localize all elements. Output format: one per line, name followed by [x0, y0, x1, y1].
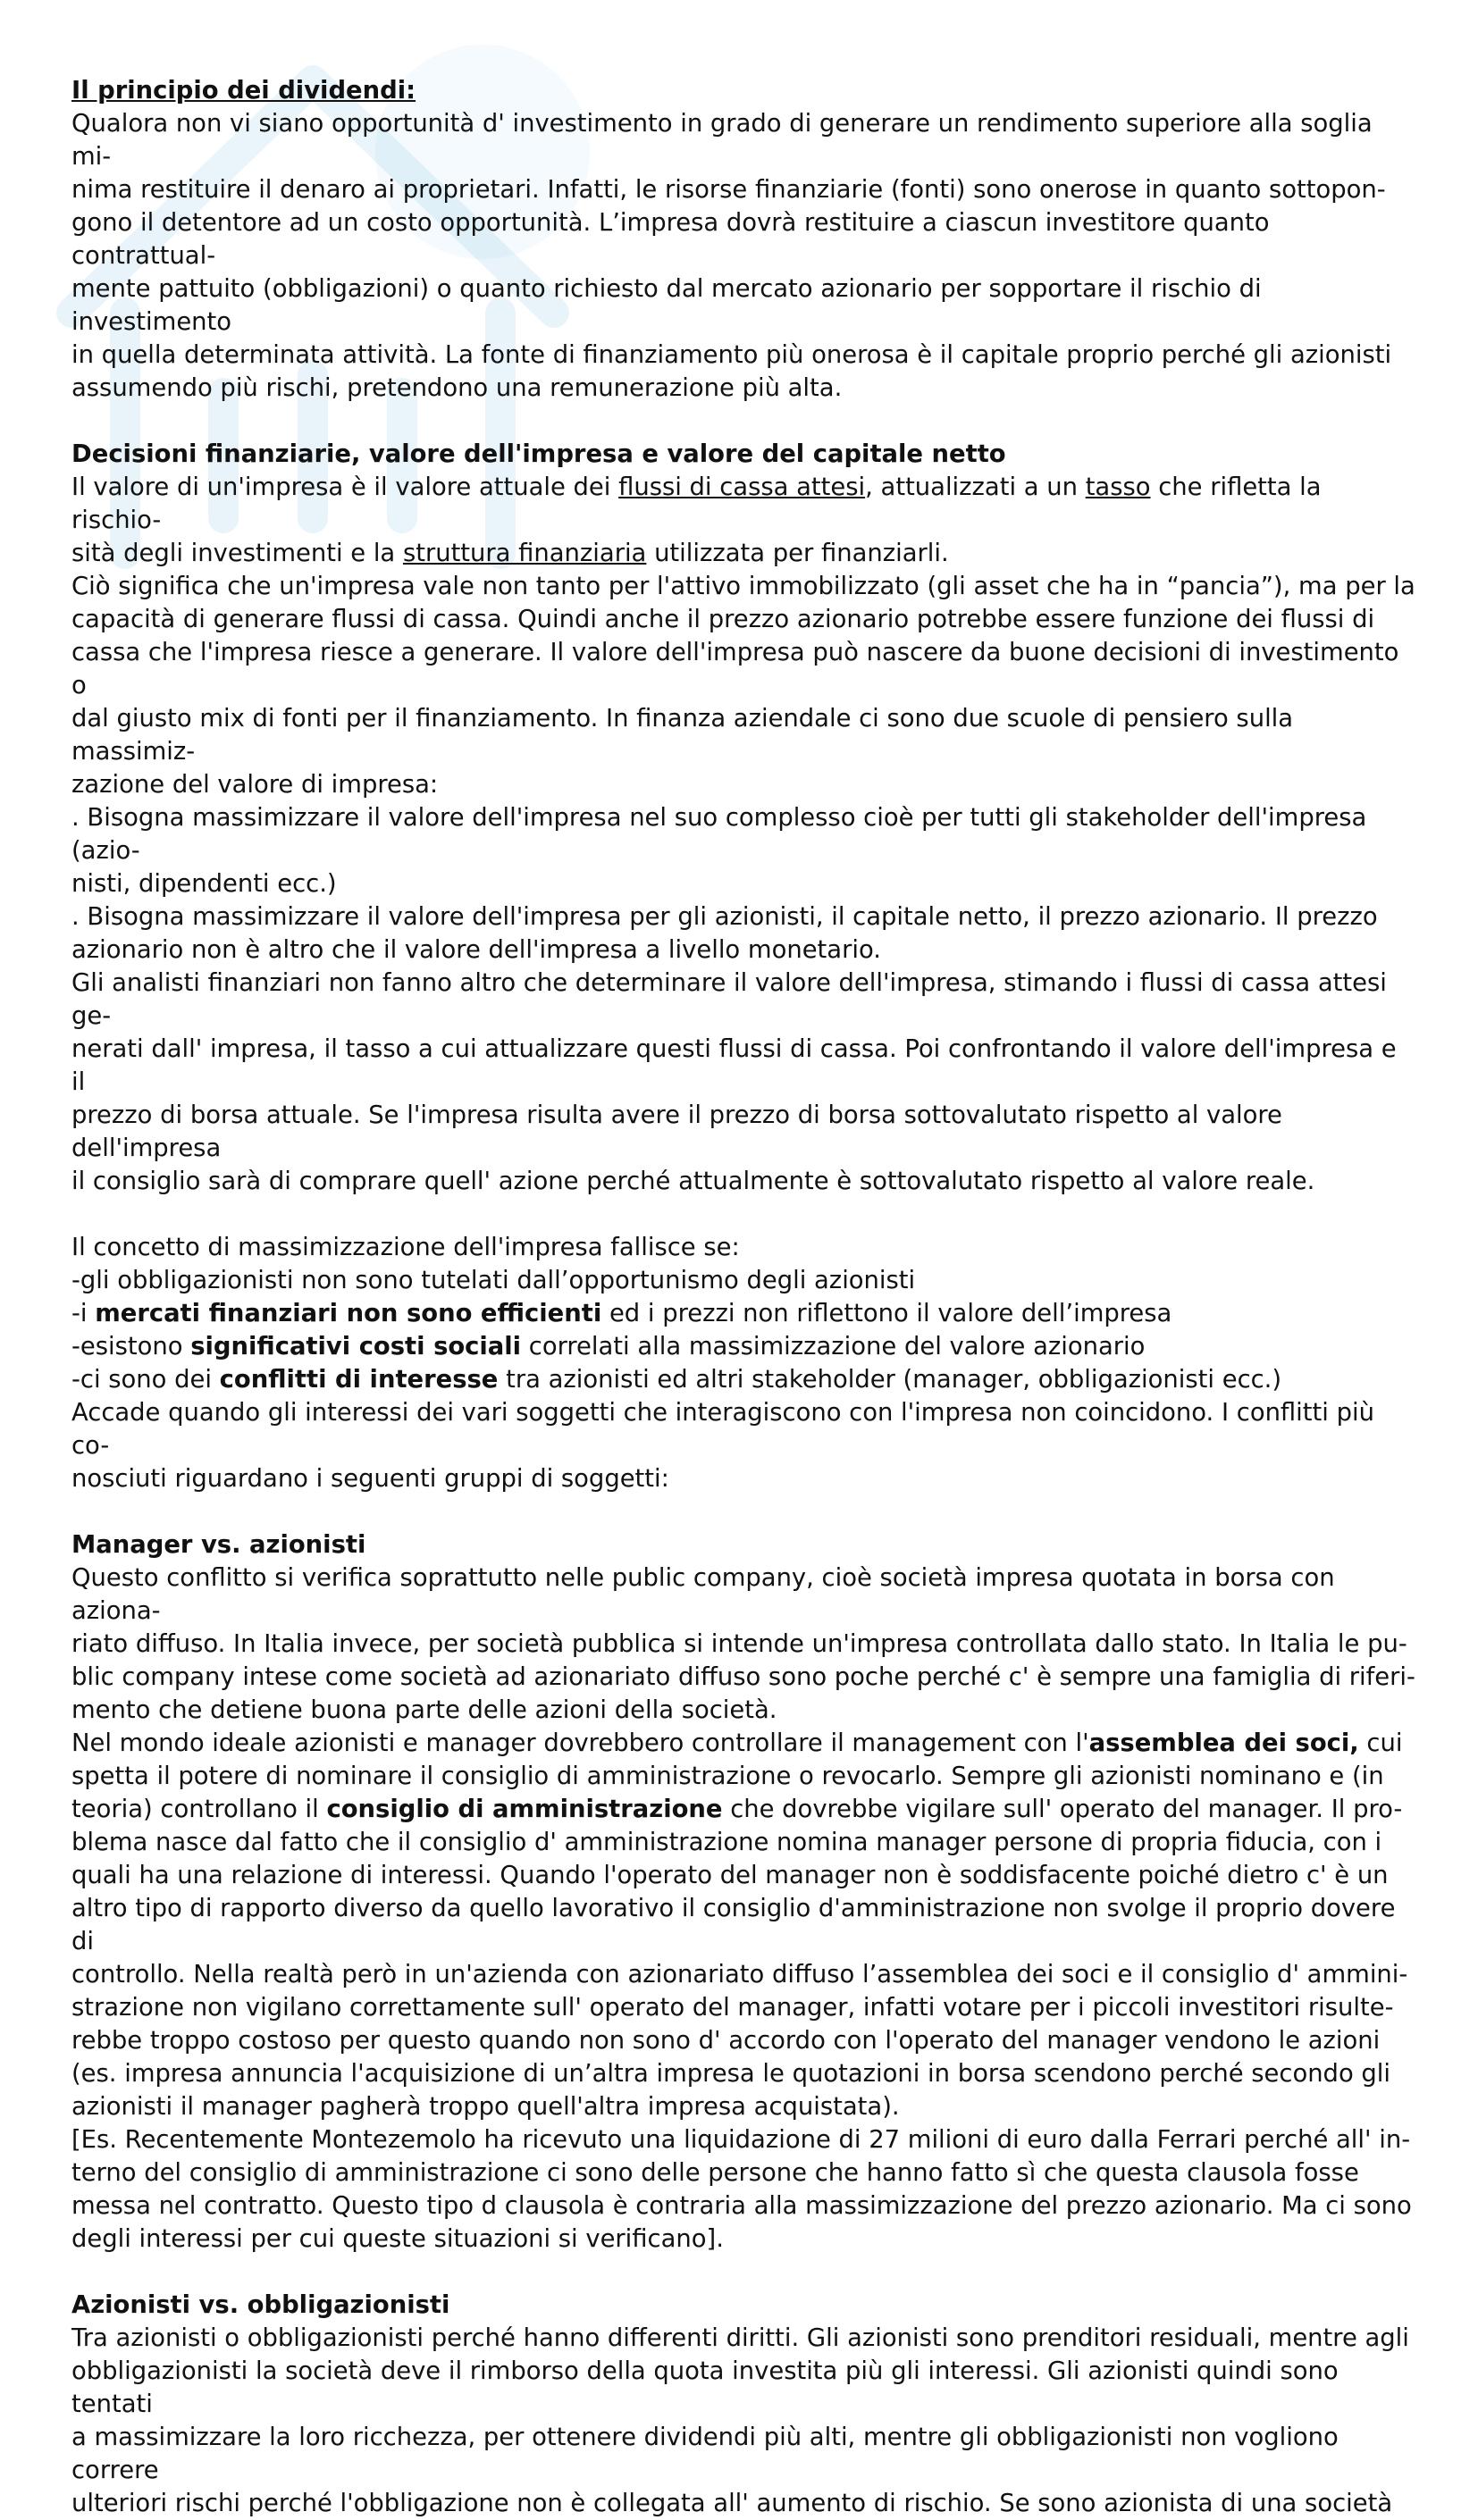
paragraph-line: il consiglio sarà di comprare quell' azione perché attualmente è sottovalutato rispetto al valore reale. — [71, 1168, 1315, 1195]
paragraph-line: prezzo di borsa attuale. Se l'impresa risulta avere il prezzo di borsa sottovalutato rispetto al valore dell'impresa — [71, 1101, 1282, 1162]
text-run: -esistono — [71, 1333, 191, 1360]
paragraph-line: a massimizzare la loro ricchezza, per ottenere dividendi più alti, mentre gli obbligazionisti non vogliono correre — [71, 2424, 1339, 2484]
paragraph-line: nosciuti riguardano i seguenti gruppi di soggetti: — [71, 1465, 669, 1493]
paragraph-line: riato diffuso. In Italia invece, per società pubblica si intende un'impresa controllata dallo stato. In Italia le pu- — [71, 1630, 1407, 1658]
text-run: -ci sono dei — [71, 1366, 220, 1394]
paragraph-line: controllo. Nella realtà però in un'azienda con azionariato diffuso l’assemblea dei soci e il consiglio d' ammini- — [71, 1961, 1408, 1988]
paragraph-line: Tra azionisti o obbligazionisti perché hanno differenti diritti. Gli azionisti sono prenditori residuali, mentre agli — [71, 2324, 1409, 2352]
paragraph-line: degli interessi per cui queste situazioni si verificano]. — [71, 2225, 724, 2253]
section-title-principio-dividendi: Il principio dei dividendi: — [71, 77, 416, 105]
paragraph-gap — [71, 1198, 1415, 1231]
list-item: -gli obbligazionisti non sono tutelati dall’opportunismo degli azionisti — [71, 1267, 916, 1294]
underlined-term: tasso — [1085, 473, 1151, 501]
underlined-term: flussi di cassa attesi — [618, 473, 866, 501]
paragraph-line — [71, 1793, 1415, 1826]
paragraph-line: blema nasce dal fatto che il consiglio d' amministrazione nomina manager persone di propria fiducia, con i — [71, 1829, 1382, 1856]
text-run: tra azionisti ed altri stakeholder (manager, obbligazionisti ecc.) — [498, 1366, 1282, 1394]
section-title-azionisti-vs-obbligazionisti: Azionisti vs. obbligazionisti — [71, 2291, 450, 2319]
paragraph-line: quali ha una relazione di interessi. Quando l'operato del manager non è soddisfacente poiché dietro c' è un — [71, 1862, 1389, 1889]
paragraph-line: (es. impresa annuncia l'acquisizione di un’altra impresa le quotazioni in borsa scendono perché secondo gli — [71, 2060, 1391, 2088]
paragraph-line: Questo conflitto si verifica soprattutto nelle public company, cioè società impresa quotata in borsa con aziona- — [71, 1564, 1335, 1625]
paragraph-line: assumendo più rischi, pretendono una remunerazione più alta. — [71, 374, 843, 402]
paragraph-line: rebbe troppo costoso per questo quando non sono d' accordo con l'operato del manager vendono le azioni — [71, 2027, 1381, 2055]
paragraph-line: terno del consiglio di amministrazione ci sono delle persone che hanno fatto sì che questa clausola fosse — [71, 2159, 1359, 2187]
text-run: Nel mondo ideale azionisti e manager dovrebbero controllare il management con l' — [71, 1729, 1089, 1757]
bold-term: significativi costi sociali — [190, 1333, 522, 1360]
text-run: cui — [1358, 1729, 1403, 1757]
list-item — [71, 1297, 1415, 1330]
paragraph-line: capacità di generare flussi di cassa. Quindi anche il prezzo azionario potrebbe essere funzione dei flussi di — [71, 606, 1375, 633]
paragraph-line: [Es. Recentemente Montezemolo ha ricevuto una liquidazione di 27 milioni di euro dalla Ferrari perché all' in- — [71, 2126, 1411, 2154]
paragraph-line: Accade quando gli interessi dei vari soggetti che interagiscono con l'impresa non coincidono. I conflitti più co- — [71, 1399, 1374, 1460]
paragraph-line — [71, 1727, 1415, 1760]
paragraph-line: spetta il potere di nominare il consiglio di amministrazione o revocarlo. Sempre gli azionisti nominano e (in — [71, 1762, 1384, 1790]
list-item — [71, 1363, 1415, 1396]
bold-term: mercati finanziari non sono efficienti — [95, 1300, 602, 1327]
paragraph-line: messa nel contratto. Questo tipo d clausola è contraria alla massimizzazione del prezzo azionario. Ma ci sono — [71, 2192, 1412, 2220]
text-run: -i — [71, 1300, 96, 1327]
paragraph-line — [71, 471, 1415, 537]
text-run: teoria) controllano il — [71, 1796, 327, 1823]
paragraph-line: blic company intese come società ad azionariato diffuso sono poche perché c' è sempre una famiglia di riferi- — [71, 1663, 1415, 1691]
paragraph-line: nerati dall' impresa, il tasso a cui attualizzare questi flussi di cassa. Poi confrontando il valore dell'impresa e il — [71, 1035, 1397, 1096]
paragraph-line — [71, 537, 1415, 570]
list-item — [71, 1330, 1415, 1363]
paragraph-line: . Bisogna massimizzare il valore dell'impresa nel suo complesso cioè per tutti gli stakeholder dell'impresa (azio- — [71, 804, 1367, 865]
paragraph-line: in quella determinata attività. La fonte di finanziamento più onerosa è il capitale proprio perché gli azionisti — [71, 341, 1392, 369]
paragraph-line: mente pattuito (obbligazioni) o quanto richiesto dal mercato azionario per sopportare il rischio di investimento — [71, 275, 1262, 336]
paragraph-gap — [71, 405, 1415, 438]
bold-term: consiglio di amministrazione — [326, 1796, 723, 1823]
paragraph-line: . Bisogna massimizzare il valore dell'impresa per gli azionisti, il capitale netto, il prezzo azionario. Il prezzo — [71, 903, 1378, 931]
paragraph-gap — [71, 1495, 1415, 1528]
section-title-manager-vs-azionisti: Manager vs. azionisti — [71, 1531, 366, 1559]
paragraph-line: zazione del valore di impresa: — [71, 771, 439, 799]
paragraph-line: Il concetto di massimizzazione dell'impresa fallisce se: — [71, 1234, 740, 1261]
text-run: che rifletta la rischio- — [71, 473, 1322, 534]
text-run: ed i prezzi non riflettono il valore dell’impresa — [601, 1300, 1172, 1327]
paragraph-line: mento che detiene buona parte delle azioni della società. — [71, 1696, 777, 1724]
bold-term: conflitti di interesse — [219, 1366, 499, 1394]
paragraph-line: strazione non vigilano correttamente sull' operato del manager, infatti votare per i piccoli investitori risulte- — [71, 1994, 1394, 2022]
paragraph-line: Ciò significa che un'impresa vale non tanto per l'attivo immobilizzato (gli asset che ha in “pancia”), ma per la — [71, 573, 1415, 600]
text-run: sità degli investimenti e la — [71, 540, 403, 567]
paragraph-line: ulteriori rischi perché l'obbligazione non è collegata all' aumento di rischio. Se sono azionista di una società — [71, 2490, 1393, 2517]
bold-term: assemblea dei soci, — [1088, 1729, 1359, 1757]
paragraph-line: dal giusto mix di fonti per il finanziamento. In finanza aziendale ci sono due scuole di pensiero sulla massimiz- — [71, 705, 1294, 766]
paragraph-line: azionario non è altro che il valore dell'impresa a livello monetario. — [71, 936, 881, 964]
paragraph-line: nima restituire il denaro ai proprietari. Infatti, le risorse finanziarie (fonti) sono onerose in quanto sottopon- — [71, 176, 1386, 204]
text-run: correlati alla massimizzazione del valore azionario — [521, 1333, 1146, 1360]
paragraph-gap — [71, 2256, 1415, 2289]
text-run: , attualizzati a un — [865, 473, 1086, 501]
paragraph-line: nisti, dipendenti ecc.) — [71, 870, 337, 898]
text-run: che dovrebbe vigilare sull' operato del manager. Il pro- — [722, 1796, 1403, 1823]
section-title-decisioni-finanziarie: Decisioni finanziarie, valore dell'impresa e valore del capitale netto — [71, 440, 1006, 468]
paragraph-line: Gli analisti finanziari non fanno altro che determinare il valore dell'impresa, stimando i flussi di cassa attesi ge- — [71, 969, 1387, 1030]
paragraph-line: Qualora non vi siano opportunità d' investimento in grado di generare un rendimento superiore alla soglia mi- — [71, 110, 1373, 171]
document-page — [71, 74, 1415, 2520]
underlined-term: struttura finanziaria — [402, 540, 647, 567]
paragraph-line: azionisti il manager pagherà troppo quell'altra impresa acquistata). — [71, 2093, 900, 2121]
paragraph-line: altro tipo di rapporto diverso da quello lavorativo il consiglio d'amministrazione non svolge il proprio dovere di — [71, 1895, 1396, 1955]
text-run: utilizzata per finanziarli. — [646, 540, 949, 567]
paragraph-line: gono il detentore ad un costo opportunità. L’impresa dovrà restituire a ciascun investitore quanto contrattual- — [71, 209, 1270, 270]
paragraph-line: obbligazionisti la società deve il rimborso della quota investita più gli interessi. Gli azionisti quindi sono tentati — [71, 2357, 1339, 2418]
text-run: Il valore di un'impresa è il valore attuale dei — [71, 473, 619, 501]
paragraph-line: cassa che l'impresa riesce a generare. Il valore dell'impresa può nascere da buone decisioni di investimento o — [71, 639, 1399, 699]
